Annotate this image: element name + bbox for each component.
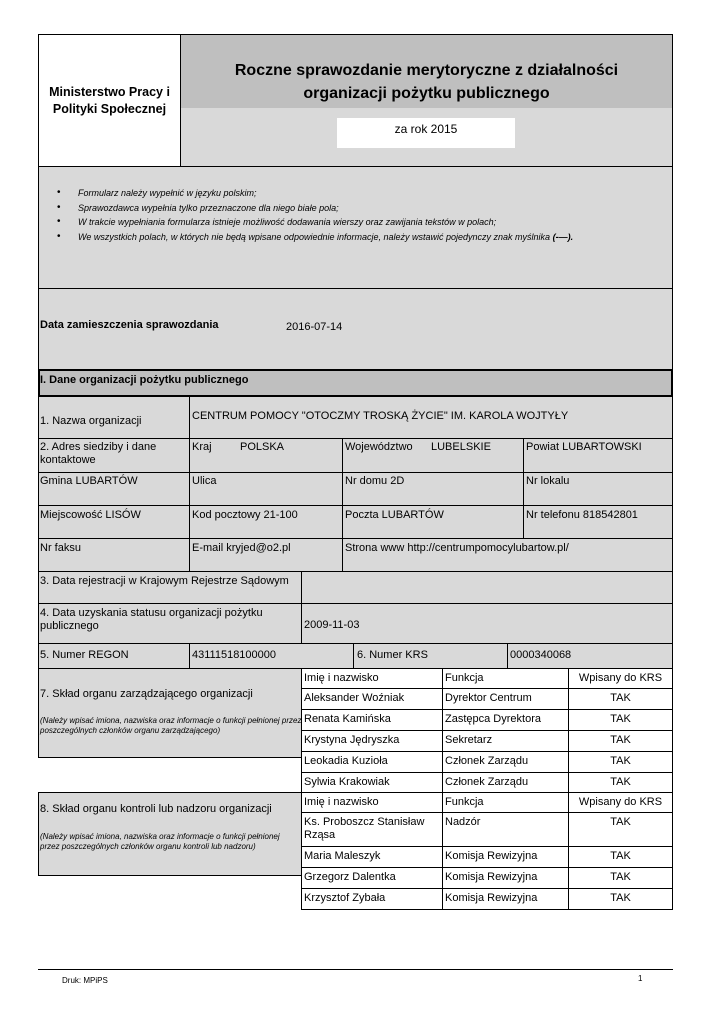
person-name: Krystyna Jędryszka	[304, 734, 400, 746]
person-function: Komisja Rewizyjna	[445, 892, 538, 904]
report-date-label: Data zamieszczenia sprawozdania	[40, 319, 219, 331]
control-column-header: Funkcja	[445, 796, 484, 808]
board-label-cell	[38, 668, 302, 758]
report-date-value[interactable]: 2016-07-14	[286, 321, 343, 333]
person-function: Dyrektor Centrum	[445, 692, 532, 704]
control-column-header: Imię i nazwisko	[304, 796, 379, 808]
board-column-header: Funkcja	[445, 672, 484, 684]
telefon-value: Nr telefonu 818542801	[526, 509, 638, 521]
krs-reg-label: 3. Data rejestracji w Krajowym Rejestrze Sądowym	[40, 575, 289, 587]
person-name: Aleksander Woźniak	[304, 692, 405, 704]
control-note: (Należy wpisać imiona, nazwiska oraz informacje o funkcji pełnionej przez poszczególnych członków organu kontroli lub nadzoru)	[40, 832, 280, 851]
board-note: (Należy wpisać imiona, nazwiska oraz informacje o funkcji pełnionej przez poszczególnych członków organu zarządzającego)	[40, 716, 302, 735]
footer-print: Druk: MPiPS	[62, 976, 108, 985]
instructions-list	[40, 186, 573, 244]
org-name-label: 1. Nazwa organizacji	[40, 415, 142, 427]
krs-entry: TAK	[610, 816, 631, 828]
krs-entry: TAK	[610, 713, 631, 725]
person-name: Grzegorz Dalentka	[304, 871, 396, 883]
footer-rule	[38, 969, 673, 970]
person-name: Sylwia Krakowiak	[304, 776, 390, 788]
krs-value: 0000340068	[510, 649, 572, 661]
instruction-text: We wszystkich polach, w których nie będą wpisane odpowiednie informacje, należy wstawić pojedynczy znak myślnika	[78, 231, 551, 242]
report-title-line2: organizacji pożytku publicznego	[303, 85, 550, 102]
kraj-label: Kraj	[192, 441, 212, 453]
instruction-item	[40, 230, 573, 245]
person-function: Zastępca Dyrektora	[445, 713, 541, 725]
dash-sign: (-—).	[552, 231, 574, 242]
wojewodztwo-value: LUBELSKIE	[431, 441, 491, 453]
www-value: Strona www http://centrumpomocylubartow.pl/	[345, 542, 569, 554]
poczta-value: Poczta LUBARTÓW	[345, 509, 444, 521]
regon-value: 43111518100000	[192, 649, 277, 661]
board-column-header: Imię i nazwisko	[304, 672, 379, 684]
ulica-value: Ulica	[192, 475, 217, 487]
kraj-value: POLSKA	[240, 441, 285, 453]
person-function: Sekretarz	[445, 734, 493, 746]
krs-entry: TAK	[610, 692, 631, 704]
powiat-value: Powiat LUBARTOWSKI	[526, 441, 642, 453]
person-function: Członek Zarządu	[445, 755, 529, 767]
person-name: Ks. Proboszcz Stanisław Rząsa	[304, 816, 425, 841]
person-name: Renata Kamińska	[304, 713, 391, 725]
gmina-value: Gmina LUBARTÓW	[40, 475, 138, 487]
instruction-item: • W trakcie wypełniania formularza istnieje możliwość dodawania wierszy oraz zawijania tekstów w polach;	[40, 215, 573, 230]
email-value: E-mail kryjed@o2.pl	[192, 542, 291, 554]
krs-entry: TAK	[610, 871, 631, 883]
board-column-header: Wpisany do KRS	[578, 672, 663, 684]
krs-entry: TAK	[610, 755, 631, 767]
report-year: za rok 2015	[394, 122, 458, 136]
nr-domu-value: Nr domu 2D	[345, 475, 405, 487]
person-function: Komisja Rewizyjna	[445, 850, 538, 862]
wojewodztwo-label: Województwo	[345, 441, 413, 453]
miejscowosc-value: Miejscowość LISÓW	[40, 509, 141, 521]
instruction-item: • Sprawozdawca wypełnia tylko przeznaczone dla niego białe pola;	[40, 201, 573, 216]
opp-label: 4. Data uzyskania statusu organizacji pożytku publicznego	[40, 607, 263, 632]
ministry-name: Ministerstwo Pracy i Polityki Społecznej	[49, 85, 170, 116]
person-function: Nadzór	[445, 816, 481, 828]
krs-entry: TAK	[610, 892, 631, 904]
nr-lokalu-value: Nr lokalu	[526, 475, 570, 487]
faks-value: Nr faksu	[40, 542, 81, 554]
person-function: Komisja Rewizyjna	[445, 871, 538, 883]
person-name: Maria Maleszyk	[304, 850, 381, 862]
krs-reg-field[interactable]	[301, 571, 673, 604]
control-label: 8. Skład organu kontroli lub nadzoru organizacji	[40, 803, 272, 815]
report-title-line1: Roczne sprawozdanie merytoryczne z działalności	[234, 62, 619, 79]
krs-entry: TAK	[610, 734, 631, 746]
instruction-item: • Formularz należy wypełnić w języku polskim;	[40, 186, 573, 201]
krs-entry: TAK	[610, 850, 631, 862]
opp-value: 2009-11-03	[304, 619, 360, 631]
krs-label: 6. Numer KRS	[357, 649, 428, 661]
address-label: 2. Adres siedziby i dane kontaktowe	[40, 441, 157, 466]
krs-entry: TAK	[610, 776, 631, 788]
control-column-header: Wpisany do KRS	[578, 796, 663, 808]
org-name-value: CENTRUM POMOCY "OTOCZMY TROSKĄ ŻYCIE" IM. KAROLA WOJTYŁY	[192, 410, 569, 422]
page-number: 1	[638, 974, 643, 983]
person-function: Członek Zarządu	[445, 776, 529, 788]
section1-title: I. Dane organizacji pożytku publicznego	[40, 374, 249, 386]
kod-value: Kod pocztowy 21-100	[192, 509, 298, 521]
regon-label: 5. Numer REGON	[40, 649, 129, 661]
person-name: Krzysztof Zybała	[304, 892, 386, 904]
board-label: 7. Skład organu zarządzającego organizacji	[40, 688, 253, 700]
person-name: Leokadia Kuzioła	[304, 755, 388, 767]
